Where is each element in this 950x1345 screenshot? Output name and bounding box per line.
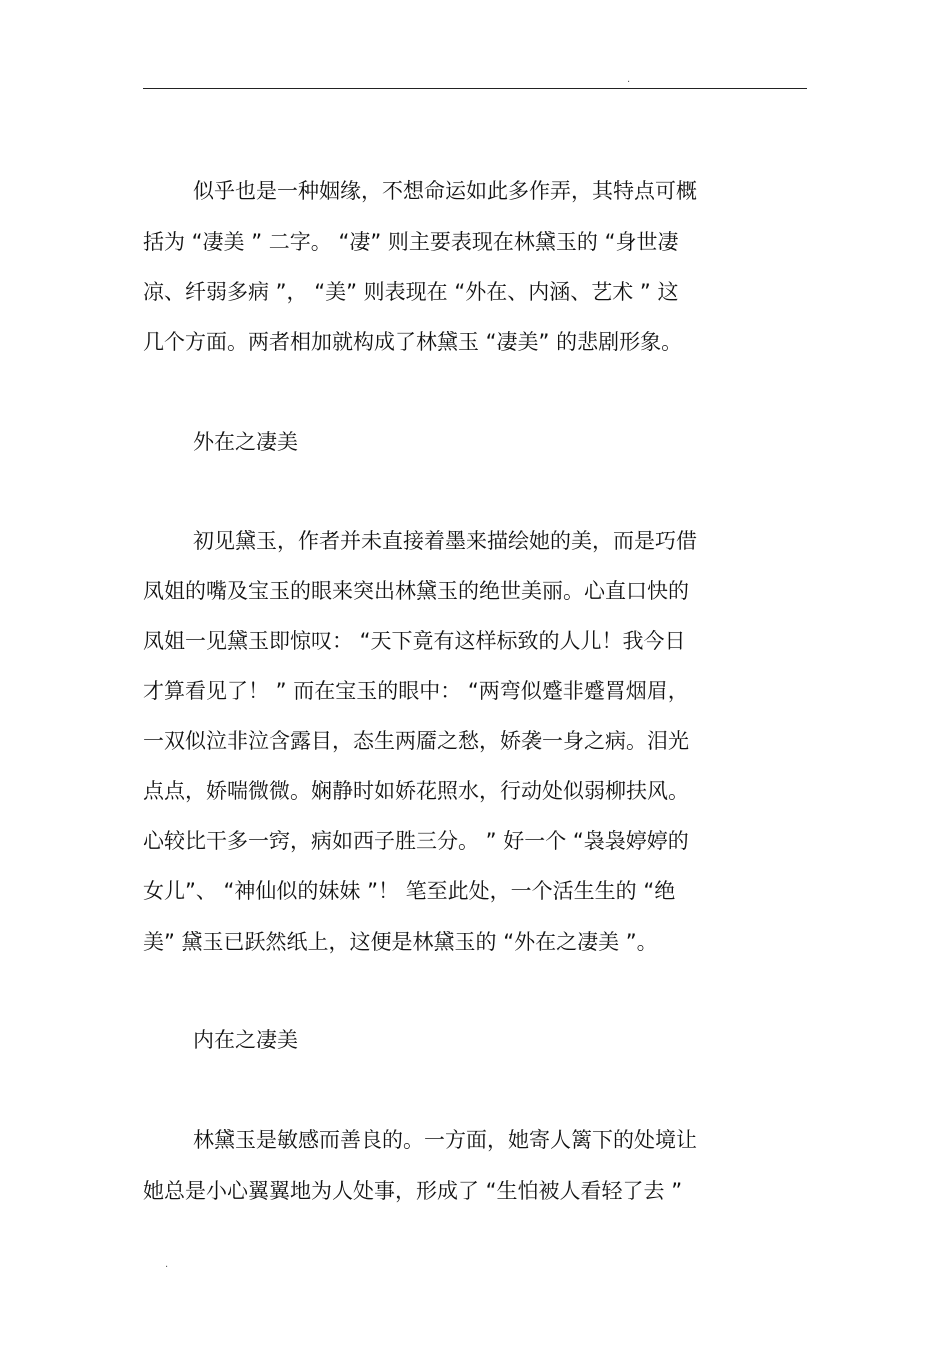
text-line: 几个方面。两者相加就构成了林黛玉 “凄美” 的悲剧形象。 (143, 330, 683, 354)
text-line: 女儿”、 “神仙似的妹妹 ”！ 笔至此处，一个活生生的 “绝 (143, 879, 676, 903)
section-heading-outer-beauty: 外在之凄美 (193, 430, 298, 454)
text-line: 心较比干多一窍，病如西子胜三分。 ” 好一个 “袅袅婷婷的 (143, 829, 689, 853)
text-line: 她总是小心翼翼地为人处事，形成了 “生怕被人看轻了去 ” (143, 1179, 683, 1203)
header-dot: . (627, 74, 631, 85)
text-line: 似乎也是一种姻缘，不想命运如此多作弄，其特点可概 (193, 179, 697, 203)
section-heading-inner-beauty: 内在之凄美 (193, 1028, 298, 1052)
text-line: 凉、纤弱多病 ”， “美” 则表现在 “外在、内涵、艺术 ” 这 (143, 280, 679, 304)
text-line: 才算看见了！ ” 而在宝玉的眼中： “两弯似蹙非蹙罥烟眉， (143, 679, 689, 703)
text-line: 美” 黛玉已跃然纸上，这便是林黛玉的 “外在之凄美 ”。 (143, 930, 658, 954)
text-line: 凤姐一见黛玉即惊叹： “天下竟有这样标致的人儿！我今日 (143, 629, 686, 653)
text-line: 凤姐的嘴及宝玉的眼来突出林黛玉的绝世美丽。心直口快的 (143, 579, 689, 603)
header-rule (143, 88, 807, 89)
text-line: 林黛玉是敏感而善良的。一方面，她寄人篱下的处境让 (193, 1128, 697, 1152)
text-line: 点点，娇喘微微。娴静时如娇花照水，行动处似弱柳扶风。 (143, 779, 689, 803)
text-line: 括为 “凄美 ” 二字。 “凄” 则主要表现在林黛玉的 “身世凄 (143, 230, 679, 254)
text-line: 初见黛玉，作者并未直接着墨来描绘她的美，而是巧借 (193, 529, 697, 553)
footer-dot: . (165, 1259, 169, 1270)
text-line: 一双似泣非泣含露目，态生两靥之愁，娇袭一身之病。泪光 (143, 729, 689, 753)
